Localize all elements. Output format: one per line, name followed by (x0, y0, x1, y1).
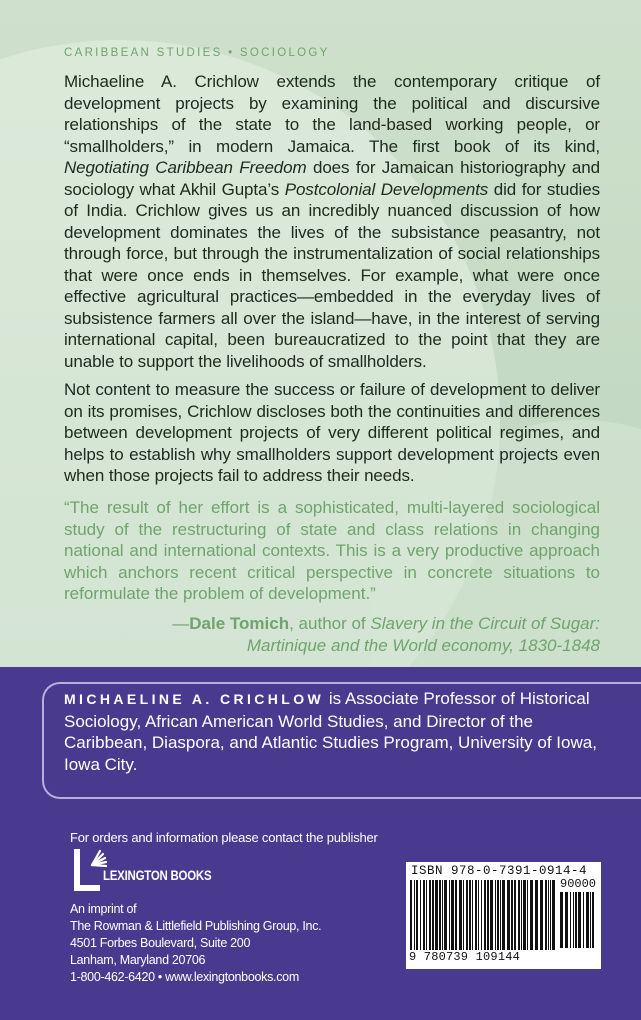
author-bio (64, 688, 609, 775)
barcode-bar (583, 892, 584, 948)
barcode-bar (435, 880, 438, 950)
barcode-bar (429, 880, 431, 950)
barcode-bar (521, 880, 522, 950)
barcode-bar (530, 880, 533, 950)
price-barcode-icon (560, 892, 598, 948)
price-code: 90000 (560, 877, 597, 891)
barcode-bar (444, 880, 447, 950)
endorser-book-title: Martinique and the World economy, 1830-1848 (246, 635, 600, 655)
imprint-line: An imprint of (70, 902, 137, 916)
barcode-bar (423, 880, 425, 950)
barcode-bar (511, 880, 513, 950)
barcode-bar (507, 880, 510, 950)
barcode-bar (414, 880, 415, 950)
barcode-bar (518, 880, 520, 950)
barcode-bar (535, 880, 538, 950)
publisher-imprint (70, 901, 321, 986)
barcode-bar (502, 880, 505, 950)
barcode-bar (490, 880, 493, 950)
imprint-line: The Rowman & Littlefield Publishing Group, Inc. (70, 919, 322, 933)
barcode-bar (420, 880, 421, 950)
barcode-bar (455, 880, 457, 950)
isbn-number: ISBN 978-0-7391-0914-4 (411, 864, 588, 878)
barcode-bar (451, 880, 454, 950)
orders-info: For orders and information please contact the publisher (70, 830, 378, 845)
barcode-bar (550, 880, 551, 950)
imprint-line: Lanham, Maryland 20706 (70, 953, 206, 967)
description-paragraph-2: Not content to measure the success or failure of development to deliver on its promises, Crichlow discloses both the continuities and differences between development projects of very different political regimes, and helps to establish why smallholders support development projects even when those projects fail to address their needs. (64, 380, 600, 485)
barcode-bar (432, 880, 434, 950)
endorsement-quote: “The result of her effort is a sophisticated, multi-layered sociological study of the restructuring of state and class relations in changing national and international contexts. This is a very productive approach which anchors recent critical perspective in concrete situations to reformulate the problem of development.” (64, 498, 600, 603)
barcode-bar (527, 880, 528, 950)
book-title: Negotiating Caribbean Freedom (64, 158, 307, 177)
barcode-label (406, 862, 601, 969)
barcode-bar (514, 880, 516, 950)
barcode-bar (439, 880, 441, 950)
barcode-bar (500, 880, 501, 950)
barcode-bar (570, 892, 571, 948)
barcode-bar (466, 880, 468, 950)
barcode-bar (410, 880, 412, 950)
barcode-bar (575, 892, 577, 948)
endorsement-attribution (172, 613, 600, 656)
text-run: does for Jamaican historiography and sociology what Akhil Gupta’s (64, 158, 600, 199)
barcode-bar (478, 880, 479, 950)
text-run: did for studies of India. Crichlow gives us an incredibly nuanced discussion of how development dominates the lives of the subsistance peasantry, not through force, but through the instrumentalization of social relationships that were once ends in themselves. For example, what were once effective agricultural practices—embedded in the everyday lives of subsistence farmers all over the island—have, in the interest of serving international capital, been bureaucratized to the point that they are unable to support the livelihoods of smallholders. (64, 179, 600, 371)
barcode-bar (552, 880, 555, 950)
barcode-bar (565, 892, 568, 948)
dash: — (172, 614, 190, 633)
barcode-bar (487, 880, 489, 950)
barcode-bar (560, 892, 563, 948)
barcode-icon (410, 880, 558, 952)
barcode-bar (592, 892, 594, 948)
barcode-bar (426, 880, 427, 950)
barcode-bar (548, 880, 549, 950)
book-title: Postcolonial Developments (284, 179, 489, 199)
author-bio-text: is Associate Professor of Historical Sociology, African American World Studies, and Director of the Caribbean, Diaspora, and Atlantic Studies Program, University of Iowa, Iowa City. (64, 689, 597, 774)
imprint-line: 4501 Forbes Boulevard, Suite 200 (70, 936, 251, 950)
barcode-bar (481, 880, 482, 950)
barcode-bar (475, 880, 477, 950)
barcode-bar (573, 892, 574, 948)
bottom-panel (0, 667, 641, 1020)
barcode-bar (442, 880, 443, 950)
barcode-bar (545, 880, 547, 950)
description-paragraph-1 (64, 71, 600, 372)
barcode-bar (495, 880, 496, 950)
barcode-bar (540, 880, 543, 950)
ean-digits: 9 780739 109144 (409, 950, 521, 964)
barcode-bar (449, 880, 450, 950)
publisher-logo-text: LEXINGTON BOOKS (103, 867, 212, 883)
barcode-bar (590, 892, 591, 948)
barcode-bar (523, 880, 526, 950)
barcode-bar (463, 880, 464, 950)
author-name: MICHAELINE A. CRICHLOW (64, 691, 325, 707)
barcode-bar (459, 880, 462, 950)
category-label: CARIBBEAN STUDIES • SOCIOLOGY (64, 47, 330, 59)
barcode-bar (586, 892, 589, 948)
endorser-book-title: Slavery in the Circuit of Sugar: (370, 614, 600, 633)
endorser-role: , author of (289, 614, 371, 633)
barcode-bar (578, 892, 581, 948)
barcode-bar (497, 880, 499, 950)
barcode-bar (472, 880, 473, 950)
text-run: Michaeline A. Crichlow extends the contemporary critique of development projects by examining the political and discursive relationships of the state to the land-based working people, or “smallholders,” in modern Jamaica. The first book of its kind, (64, 72, 600, 156)
endorser-name: Dale Tomich (189, 614, 290, 633)
barcode-bar (484, 880, 486, 950)
barcode-bar (416, 880, 418, 950)
imprint-line: 1-800-462-6420 • www.lexingtonbooks.com (70, 970, 299, 984)
barcode-bar (469, 880, 471, 950)
